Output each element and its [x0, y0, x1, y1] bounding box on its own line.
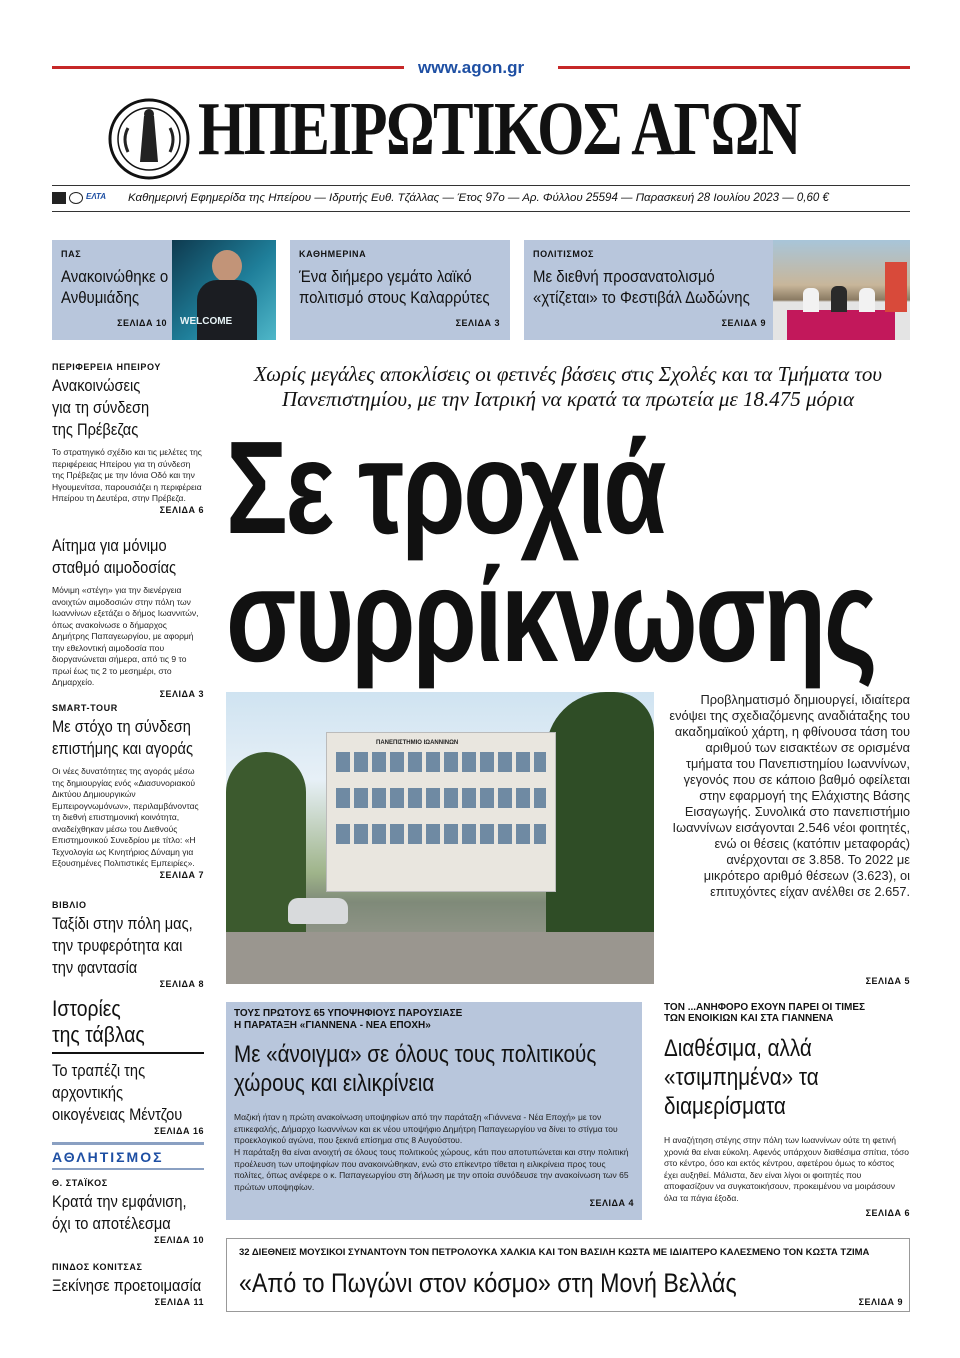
lead-headline-line1[interactable]: Σε τροχιά [226, 414, 665, 561]
sports-item-pindos[interactable] [52, 1262, 204, 1307]
politics-box[interactable] [226, 1002, 642, 1220]
left-item-kicker: ΒΙΒΛΙΟ [52, 900, 87, 910]
elta-badge: ΕΛΤΑ [86, 192, 107, 201]
teaser-title: Με διεθνή προσανατολισμό «χτίζεται» το Φεστιβάλ Δωδώνης [533, 267, 750, 307]
bottom-page: ΣΕΛΙΔΑ 9 [858, 1297, 903, 1307]
meta-rule-bottom [52, 211, 910, 212]
politics-kicker2: Η ΠΑΡΑΤΑΞΗ «ΓΙΑΝΝΕΝΑ - ΝΕΑ ΕΠΟΧΗ» [234, 1020, 431, 1031]
lead-page: ΣΕΛΙΔΑ 5 [865, 976, 910, 986]
left-item-title: Ανακοινώσεις για τη σύνδεση της Πρέβεζας [52, 376, 150, 439]
sports-item-page: ΣΕΛΙΔΑ 11 [154, 1297, 204, 1307]
press-icon [52, 192, 66, 204]
meta-rule-top [52, 185, 910, 186]
sports-item-kicker: ΠΙΝΔΟΣ ΚΟΝΙΤΣΑΣ [52, 1262, 143, 1272]
left-item-kicker: ΠΕΡΙΦΕΡΕΙΑ ΗΠΕΙΡΟΥ [52, 362, 161, 372]
politics-body2: Η παράταξη θα είναι ανοιχτή σε όλους τους πολιτικούς χώρους, κάτι που αποτυπώνεται και στην πολιτική προέλευση των υποψηφίων που ανακοινώθηκαν, ενώ στο επίκεντρο τίθεται η ειλικρίνεια προς τους πολίτες, όπως ανέφερε ο κ. Παπαγεωργίου στη δήλωση με την οποία συνόδευσε την ανακοίνωση των 65 πρώτων υποψηφίων. [234, 1147, 629, 1192]
sports-section [52, 1142, 204, 1170]
issue-meta: Καθημερινή Εφημερίδα της Ηπείρου — Ιδρυτής Ευθ. Τζάλλας — Έτος 97ο — Αρ. Φύλλου 25594 — Παρασκευή 28 Ιουλίου 2023 — 0,60 € [128, 192, 829, 204]
rents-story[interactable] [664, 1002, 910, 1218]
politics-kicker1: ΤΟΥΣ ΠΡΩΤΟΥΣ 65 ΥΠΟΨΗΦΙΟΥΣ ΠΑΡΟΥΣΙΑΣΕ [234, 1008, 463, 1019]
masthead-title: ΗΠΕΙΡΩΤΙΚΟΣ ΑΓΩΝ [198, 87, 800, 171]
rents-kicker2: ΤΩΝ ΕΝΟΙΚΙΩΝ ΚΑΙ ΣΤΑ ΓΙΑΝΝΕΝΑ [664, 1013, 834, 1024]
teaser-title: Ένα διήμερο γεμάτο λαϊκό πολιτισμό στους Καλαρρύτες [299, 267, 490, 307]
stories-page: ΣΕΛΙΔΑ 16 [154, 1126, 204, 1136]
teaser-photo-press [773, 240, 910, 340]
left-item-title: Αίτημα για μόνιμο σταθμό αιμοδοσίας [52, 536, 177, 577]
teaser-title: Ανακοινώθηκε ο Ανθυμιάδης [61, 267, 169, 307]
sports-item-title: Κρατά την εμφάνιση, όχι το αποτέλεσμα [52, 1192, 187, 1233]
left-item-kicker: SMART-TOUR [52, 703, 118, 713]
left-item-page: ΣΕΛΙΔΑ 8 [159, 979, 204, 989]
top-rule-right [558, 66, 910, 69]
lead-subheadline: Χωρίς μεγάλες αποκλίσεις οι φετινές βάσεις στις Σχολές και τα Τμήματα του Πανεπιστημίου, με την Ιατρική να κρατά τα πρωτεία με 18.475 μόρια [253, 362, 883, 411]
left-item-page: ΣΕΛΙΔΑ 7 [159, 869, 204, 880]
sports-item-kicker: Θ. ΣΤΑΪΚΟΣ [52, 1178, 108, 1188]
left-item-smart-tour[interactable] [52, 703, 204, 880]
bottom-title: «Από το Πωγώνι στον κόσμο» στη Μονή Βελλάς [239, 1268, 737, 1298]
publisher-badges [52, 192, 106, 204]
lead-headline-line2[interactable]: συρρίκνωσης [226, 542, 876, 689]
sports-rule-top [52, 1142, 204, 1145]
top-rule-left [52, 66, 404, 69]
stories-title: Το τραπέζι της αρχοντικής οικογένειας Μέντζου [52, 1061, 183, 1124]
stories-line1: Ιστορίες [52, 996, 121, 1021]
sports-heading: ΑΘΛΗΤΙΣΜΟΣ [52, 1149, 164, 1165]
teaser-kicker: ΠΑΣ [61, 249, 82, 259]
teaser-page: ΣΕΛΙΔΑ 3 [455, 318, 500, 328]
left-item-book[interactable] [52, 900, 204, 989]
teaser-politismos[interactable] [524, 240, 910, 340]
union-icon [69, 192, 83, 204]
teaser-photo-text: WELCOME [180, 316, 233, 327]
stories-box[interactable] [52, 996, 204, 1136]
rents-kicker1: ΤΟΝ ...ΑΝΗΦΟΡΟ ΕΧΟΥΝ ΠΑΡΕΙ ΟΙ ΤΙΜΕΣ [664, 1002, 865, 1013]
left-item-page: ΣΕΛΙΔΑ 6 [159, 504, 204, 515]
teaser-kicker: ΠΟΛΙΤΙΣΜΟΣ [533, 249, 595, 259]
left-item-preveza[interactable] [52, 362, 204, 515]
masthead-seal-icon [108, 98, 190, 180]
left-item-blood[interactable] [52, 535, 204, 699]
sports-item-staikos[interactable] [52, 1178, 204, 1245]
rents-title: Διαθέσιμα, αλλά «τσιμπημένα» τα διαμερίσματα [664, 1035, 819, 1120]
politics-body1: Μαζική ήταν η πρώτη ανακοίνωση υποψηφίων από την παράταξη «Γιάννενα - Νέα Εποχή» με τον επικεφαλής, Δήμαρχο Ιωαννίνων και εκ νέου υποψήφιο Δημήτρη Παπαγεωργίου να δίνει το στίγμα του προεκλογικού αγώνα, που ξεκινά επίσημα στις 8 Αυγούστου. [234, 1112, 618, 1145]
website-url[interactable]: www.agon.gr [418, 58, 525, 77]
teaser-page: ΣΕΛΙΔΑ 9 [721, 318, 766, 328]
left-item-body: Οι νέες δυνατότητες της αγοράς μέσω της δημιουργίας ενός «Διασυνοριακού Δικτύου Δημιουργικών Εμπειρογνωμόνων», περιλαμβάνοντας τη διεθνή επιστημονική κοινότητα, αναδείχθηκαν μέσω του Διεθνούς Επιστημονικού Συνεδρίου με τίτλο: «Η Τεχνολογία ως Κινητήριος Δύναμη για Εξουσημένες Πολιτιστικές Εμπειρίες». [52, 766, 199, 868]
stories-line2: της τάβλας [52, 1022, 145, 1047]
politics-title: Με «άνοιγμα» σε όλους τους πολιτικούς χώρους και ειλικρίνεια [234, 1041, 597, 1097]
teaser-kicker: ΚΑΘΗΜΕΡΙΝΑ [299, 249, 367, 259]
teaser-page: ΣΕΛΙΔΑ 10 [117, 318, 167, 328]
left-item-page: ΣΕΛΙΔΑ 3 [159, 688, 204, 699]
left-item-body: Το στρατηγικό σχέδιο και τις μελέτες της περιφέρειας Ηπείρου για τη σύνδεση της Πρέβεζας με την Ιόνια Οδό και την Ηγουμενίτσα, παρουσιάζει η περιφέρεια Ηπείρου τη Δευτέρα, στην Πρέβεζα. [52, 447, 202, 503]
left-item-body: Μόνιμη «στέγη» για την διενέργεια ανοιχτών αιμοδοσιών στην πόλη των Ιωαννίνων εξετάζει ο δήμος Ιωαννιτών, όπως ανακοίνωσε ο δήμαρχος Δημήτρης Παπαγεωργίου, με αφορμή την εθελοντική αιμοδοσία που διοργανώνεται σήμερα, από τις 9 το πρωί έως τις 2 το μεσημέρι, στο Δημαρχείο. [52, 585, 199, 687]
rents-page: ΣΕΛΙΔΑ 6 [865, 1208, 910, 1218]
bottom-kicker: 32 ΔΙΕΘΝΕΙΣ ΜΟΥΣΙΚΟΙ ΣΥΝΑΝΤΟΥΝ ΤΟΝ ΠΕΤΡΟΛΟΥΚΑ ΧΑΛΚΙΑ ΚΑΙ ΤΟΝ ΒΑΣΙΛΗ ΚΩΣΤΑ ΜΕ ΙΔΙΑΙΤΕΡΟ ΚΑΛΕΣΜΕΝΟ ΤΟΝ ΚΩΣΤΑ ΤΖΙΜΑ [239, 1247, 870, 1258]
lead-photo-university [226, 692, 654, 984]
lead-body: Προβληματισμό δημιουργεί, ιδιαίτερα ενόψει της σχεδιαζόμενης αναδιάταξης του ακαδημαϊκού χάρτη, η φθίνουσα τάση του αριθμού των εισακτέων σε ορισμένα τμήματα του Πανεπιστημίου Ιωαννίνων, γεγονός που σε κάποιο βαθμό οφείλεται στην εφαρμογή της Ελάχιστης Βάσης Εισαγωγής. Συνολικά στο πανεπιστήμιο Ιωαννίνων εισάγονται 2.546 νέοι φοιτητές, ενώ οι θέσεις (κατόπιν μεταφοράς) ανέρχονται σε 3.858. Το 2022 με μικρότερο αριθμό θέσεων (3.623), οι επιτυχόντες είχαν ανέλθει σε 2.657. [669, 692, 910, 899]
teaser-photo-coach [172, 240, 276, 340]
rents-body: Η αναζήτηση στέγης στην πόλη των Ιωαννίνων ούτε τη φετινή χρονιά θα είναι εύκολη. Αφενός υπάρχουν διαθέσιμα σπίτια, τόσο στο κέντρο, όσο και εκτός κέντρου, αφετέρου όμως το κόστος έχει αυξηθεί. Μάλιστα, δεν είναι λίγοι οι φοιτητές που αποφασίζουν να συγκατοικήσουν, προκειμένου να μοιράσουν όλα τα πάγια έξοδα. [664, 1135, 909, 1203]
teaser-pas[interactable] [52, 240, 276, 340]
lead-photo-sign: ΠΑΝΕΠΙΣΤΗΜΙΟ ΙΩΑΝΝΙΝΩΝ [376, 740, 459, 746]
bottom-box[interactable] [226, 1238, 910, 1312]
sports-item-page: ΣΕΛΙΔΑ 10 [154, 1235, 204, 1245]
politics-page: ΣΕΛΙΔΑ 4 [589, 1198, 634, 1208]
sports-item-title: Ξεκίνησε προετοιμασία [52, 1276, 202, 1295]
sports-rule-bottom [52, 1168, 204, 1170]
left-item-title: Ταξίδι στην πόλη μας, την τρυφερότητα και την φαντασία [52, 914, 193, 977]
teaser-kathimerina[interactable] [290, 240, 510, 340]
left-item-title: Με στόχο τη σύνδεση επιστήμης και αγοράς [52, 717, 194, 758]
stories-rule [52, 1052, 204, 1054]
